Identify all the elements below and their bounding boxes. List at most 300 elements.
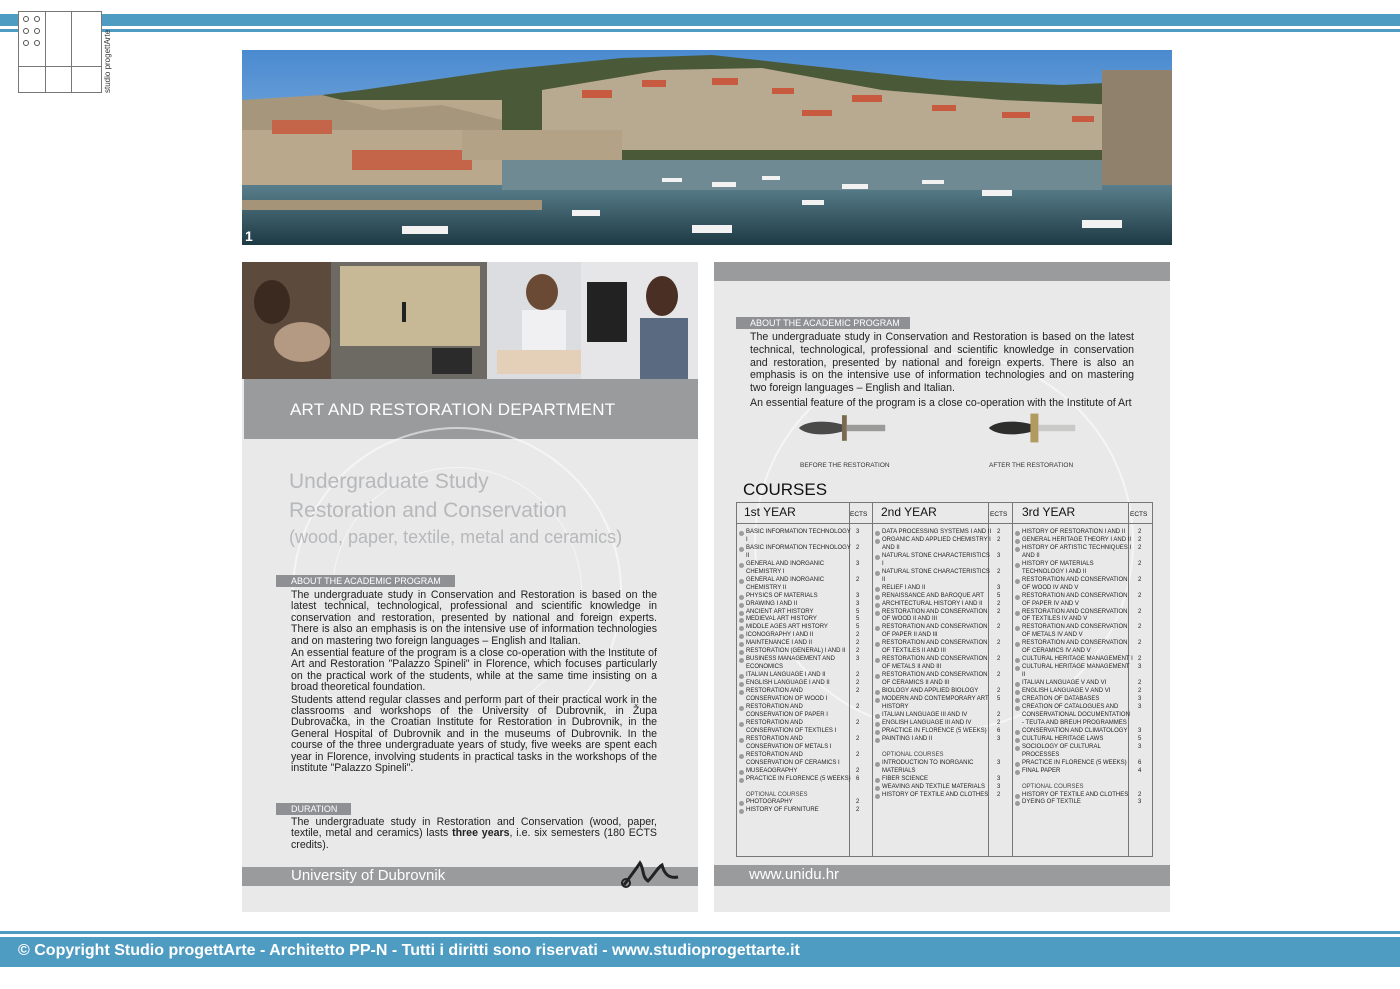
course-name: SOCIOLOGY OF CULTURAL PROCESSES [1022,743,1101,758]
course-name: CREATION OF DATABASES [1022,696,1100,703]
bullet-icon [875,730,880,735]
course-name: RESTORATION AND CONSERVATION OF METALS II AND III [882,656,988,671]
course-name: BUSINESS MANAGEMENT AND ECONOMICS [746,656,835,671]
course-ects: 5 [997,696,1001,703]
course-ects: 2 [997,600,1001,607]
knife-after-image [976,412,1088,444]
bullet-icon [875,690,880,695]
course-name: MUSEAOGRAPHY [746,767,798,774]
year2-title: 2nd YEAR [881,505,937,519]
optional-course-row [1015,792,1149,800]
course-name: RESTORATION AND CONSERVATION OF CERAMICS I [746,751,840,766]
bullet-icon [875,762,880,767]
bullet-icon [1015,801,1020,806]
bullet-icon [1015,595,1020,600]
bullet-icon [1015,730,1020,735]
course-name: RESTORATION AND CONSERVATION OF TEXTILES IV AND V [1022,608,1128,623]
dubrovnik-panorama-image [242,50,1172,245]
course-ects: 3 [856,592,860,599]
year3-course-list [1015,529,1149,807]
course-name: RESTORATION (GENERAL) I AND II [746,648,846,655]
course-name: ENGLISH LANGUAGE III AND IV [882,719,972,726]
course-name: PRACTICE IN FLORENCE (5 WEEKS) [882,727,987,734]
course-ects: 3 [1138,727,1142,734]
course-name: PAINTING I AND II [882,735,933,742]
optional-courses-label: OPTIONAL COURSES [746,791,808,798]
course-ects: 2 [1138,544,1142,551]
right-top-band [714,262,1170,281]
course-name: INTRODUCTION TO INORGANIC MATERIALS [882,759,974,774]
course-row [739,648,869,656]
course-ects: 2 [856,807,860,814]
course-row [875,585,1009,593]
course-row [875,720,1009,728]
course-ects: 2 [1138,536,1142,543]
course-row [1015,688,1149,696]
course-ects: 2 [856,719,860,726]
right-about-paragraph-2: An essential feature of the program is a close co-operation with the Institute of Art [750,396,1132,409]
course-name: ICONOGRAPHY I AND II [746,632,814,639]
year2-column [873,503,1013,856]
bullet-icon [875,539,880,544]
course-row [875,736,1009,744]
bullet-icon [1015,794,1020,799]
bullet-icon [1015,682,1020,687]
bullet-icon [875,714,880,719]
duration-text [291,817,657,851]
course-name: NATURAL STONE CHARACTERISTICS I [882,552,990,567]
bullet-icon [875,611,880,616]
course-row [1015,537,1149,545]
top-stripe [0,14,1400,26]
course-name: RESTORATION AND CONSERVATION OF METALS I [746,735,832,750]
bullet-icon [1015,563,1020,568]
course-row [739,601,869,609]
course-ects: 2 [997,672,1001,679]
course-ects: 2 [1138,656,1142,663]
course-ects: 2 [856,672,860,679]
bullet-icon [739,770,744,775]
right-about-paragraph-1: The undergraduate study in Conservation and Restoration is based on the latest technical, technological, professional and scientific knowledge in conservation and restoration, presented by national and foreign experts. There is also an emphasis is on the intensive use of information technologies and on mastering two foreign languages – English and Italian. [750,331,1134,395]
about-text [291,590,657,776]
course-ects: 2 [997,711,1001,718]
year1-title: 1st YEAR [744,505,796,519]
knife-before-image [786,412,898,444]
course-name: ORGANIC AND APPLIED CHEMISTRY I AND II [882,536,991,551]
course-row [1015,593,1149,609]
bullet-icon [1015,642,1020,647]
study-title-line2: Restoration and Conservation [289,499,567,522]
course-name: FINAL PAPER [1022,767,1061,774]
course-ects: 2 [1138,640,1142,647]
bullet-icon [739,722,744,727]
course-ects: 2 [1138,688,1142,695]
course-name: DRAWING I AND II [746,600,798,607]
bullet-icon [1015,762,1020,767]
bullet-icon [739,579,744,584]
bullet-icon [1015,658,1020,663]
course-ects: 5 [997,592,1001,599]
bullet-icon [1015,579,1020,584]
course-name: HISTORY OF MATERIALS TECHNOLOGY I AND II [1022,560,1094,575]
course-row [1015,529,1149,537]
course-name: RENAISSANCE AND BAROQUE ART [882,592,984,599]
course-name: CONSERVATION AND CLIMATOLOGY [1022,727,1128,734]
bullet-icon [739,626,744,631]
course-row [875,728,1009,736]
course-row [1015,624,1149,640]
top-stripe-thin [0,29,1400,32]
course-ects: 2 [997,688,1001,695]
bullet-icon [875,642,880,647]
course-ects: 2 [856,648,860,655]
bullet-icon [1015,746,1020,751]
restoration-photos-strip [242,262,698,379]
optional-course-row [875,784,1009,792]
course-ects: 2 [1138,576,1142,583]
course-ects: 3 [1138,696,1142,703]
bullet-icon [739,801,744,806]
study-title-line3: (wood, paper, textile, metal and ceramics) [289,527,623,547]
course-name: BASIC INFORMATION TECHNOLOGY I [746,529,851,543]
course-row [1015,704,1149,728]
course-row [739,672,869,680]
course-ects: 3 [997,584,1001,591]
course-row [1015,561,1149,577]
bullet-icon [739,611,744,616]
course-row [739,529,869,545]
bullet-icon [1015,666,1020,671]
about-paragraph-1: The undergraduate study in Conservation and Restoration is based on the latest technical, technological, professional and scientific knowledge in conservation and restoration, presented by national and foreign experts. There is also an emphasis is on the intensive use of information technologies and on mastering two foreign languages – English and Italian. [291,589,657,647]
course-ects: 3 [997,783,1001,790]
course-ects: 2 [1138,791,1142,798]
course-row [1015,609,1149,625]
optional-course-row [875,776,1009,784]
optional-courses-label: OPTIONAL COURSES [882,751,944,758]
course-name: HISTORY OF TEXTILE AND CLOTHES [882,791,989,798]
course-row [1015,744,1149,760]
bullet-icon [1015,531,1020,536]
course-ects: 2 [997,656,1001,663]
course-row [739,561,869,577]
bullet-icon [875,555,880,560]
course-row [1015,545,1149,561]
bullet-icon [1015,770,1020,775]
about-section-label: ABOUT THE ACADEMIC PROGRAM [276,575,455,587]
course-ects: 3 [997,735,1001,742]
course-ects: 3 [856,529,860,535]
course-ects: 2 [1138,680,1142,687]
course-ects: 5 [856,616,860,623]
course-name: MIDDLE AGES ART HISTORY [746,624,828,631]
optional-courses-label: OPTIONAL COURSES [1022,783,1084,790]
course-name: BASIC INFORMATION TECHNOLOGY II [746,544,851,559]
course-ects: 3 [856,600,860,607]
course-row [875,688,1009,696]
course-row [739,776,869,784]
bullet-icon [875,794,880,799]
course-ects: 3 [1138,664,1142,671]
bullet-icon [875,786,880,791]
course-ects: 3 [997,759,1001,766]
course-row [739,736,869,752]
course-name: ARCHITECTURAL HISTORY I AND II [882,600,983,607]
bullet-icon [875,674,880,679]
bullet-icon [739,595,744,600]
course-row [739,720,869,736]
course-name: PRACTICE IN FLORENCE (5 WEEKS) [1022,759,1127,766]
course-name: RESTORATION AND CONSERVATION OF WOOD IV AND V [1022,576,1128,591]
course-ects: 2 [997,529,1001,535]
course-row [875,553,1009,569]
optional-course-row [875,760,1009,776]
course-name: ENGLISH LANGUAGE V AND VI [1022,688,1111,695]
bullet-icon [739,706,744,711]
course-ects: 5 [856,624,860,631]
course-name: DATA PROCESSING SYSTEMS I AND II [882,529,992,535]
course-ects: 6 [997,727,1001,734]
bullet-icon [1015,698,1020,703]
course-ects: 3 [856,656,860,663]
panorama-illustration [242,50,1172,245]
right-brochure-page [714,262,1170,912]
footer-stripe-thin [0,931,1400,934]
course-ects: 5 [856,608,860,615]
course-ects: 2 [1138,608,1142,615]
course-row [1015,577,1149,593]
course-ects: 2 [856,632,860,639]
course-row [875,529,1009,537]
course-name: MAINTENANCE I AND II [746,640,813,647]
course-row [875,712,1009,720]
course-name: ITALIAN LANGUAGE III AND IV [882,711,968,718]
year1-course-list [739,529,869,815]
course-row [739,640,869,648]
course-row [1015,656,1149,664]
before-caption: BEFORE THE RESTORATION [800,462,890,469]
bullet-icon [1015,539,1020,544]
course-row [739,680,869,688]
bullet-icon [875,595,880,600]
course-ects: 2 [856,680,860,687]
right-about-label: ABOUT THE ACADEMIC PROGRAM [736,317,910,329]
course-ects: 2 [856,767,860,774]
course-row [1015,728,1149,736]
course-row [739,577,869,593]
course-row [875,624,1009,640]
course-name: FIBER SCIENCE [882,775,929,782]
year2-course-list [875,529,1009,799]
bullet-icon [739,563,744,568]
course-row [739,632,869,640]
course-row [1015,680,1149,688]
course-ects: 4 [1138,767,1142,774]
course-name: GENERAL AND INORGANIC CHEMISTRY I [746,560,825,575]
optional-course-row [875,792,1009,800]
course-row [1015,768,1149,776]
course-name: CULTURAL HERITAGE MANAGEMENT I [1022,656,1133,663]
course-name: ENGLISH LANGUAGE I AND II [746,680,830,687]
course-row [875,672,1009,688]
course-ects: 2 [997,568,1001,575]
about-paragraph-2: An essential feature of the program is a close co-operation with the Institute of Art and Restoration "Palazzo Spineli" in Florence, which focuses particularly on the practical work of the students, while at the same time insisting on a broad theoretical foundation. [291,647,657,694]
bullet-icon [875,698,880,703]
course-name: PHYSICS OF MATERIALS [746,592,818,599]
course-ects: 2 [1138,592,1142,599]
bullet-icon [875,626,880,631]
course-name: RESTORATION AND CONSERVATION OF TEXTILES I [746,719,837,734]
course-row [739,616,869,624]
year3-title: 3rd YEAR [1022,505,1076,519]
bullet-icon [739,738,744,743]
course-name: RESTORATION AND CONSERVATION OF CERAMICS IV AND V [1022,640,1128,655]
bullet-icon [875,531,880,536]
duration-text-a: The undergraduate study in Restoration and Conservation (wood, paper, textile, metal and ceramics) lasts [291,816,657,840]
course-row [875,609,1009,625]
course-name: CULTURAL HERITAGE MANAGEMENT II [1022,664,1130,679]
course-name: HISTORY OF RESTORATION I AND II [1022,529,1126,535]
logo-text: studio progettArte [103,29,112,93]
university-name: University of Dubrovnik [291,867,446,884]
course-row [739,752,869,768]
course-name: PRACTICE IN FLORENCE (5 WEEKS) [746,775,851,782]
course-ects: 3 [1138,743,1142,750]
duration-text-b: , i.e. six semesters (180 ECTS credits). [291,827,658,851]
course-name: BIOLOGY AND APPLIED BIOLOGY [882,688,979,695]
copyright-text: © Copyright Studio progettArte - Architetto PP-N - Tutti i diritti sono riservati - www.studioprogettarte.it [18,942,800,959]
bullet-icon [739,809,744,814]
bullet-icon [1015,611,1020,616]
course-ects: 2 [856,751,860,758]
course-ects: 2 [997,624,1001,631]
course-name: RESTORATION AND CONSERVATION OF PAPER I [746,703,828,718]
course-name: MEDIEVAL ART HISTORY [746,616,817,623]
course-name: WEAVING AND TEXTILE MATERIALS [882,783,986,790]
course-ects: 2 [997,719,1001,726]
course-row [875,593,1009,601]
year1-column [737,503,873,856]
after-caption: AFTER THE RESTORATION [989,462,1074,469]
website-url[interactable]: www.unidu.hr [749,866,840,883]
courses-table [736,502,1153,857]
course-row [739,688,869,704]
bullet-icon [739,531,744,536]
about-paragraph-3: Students attend regular classes and perform part of their practical work in the classrooms and workshops of the University of Dubrovnik, in Župa Dubrovačka, in the Croatian Institute for Restoration in Dubrovnik, in the General Hospital of Dubrovnik and in the museums of Dubrovnik. In the course of the three undergraduate years of study, five weeks are spent each year in Florence, involving students in practical tasks in the workshops of the institute "Palazzo Spineli". [291,693,657,775]
course-ects: 2 [856,688,860,695]
bullet-icon [739,674,744,679]
course-name: MODERN AND CONTEMPORARY ART HISTORY [882,696,989,710]
bullet-icon [739,642,744,647]
course-name: RESTORATION AND CONSERVATION OF PAPER IV AND V [1022,592,1128,607]
course-name: CULTURAL HERITAGE LAWS [1022,735,1104,742]
course-name: RESTORATION AND CONSERVATION OF WOOD II AND III [882,608,988,623]
bullet-icon [739,690,744,695]
right-about-text [750,331,1134,410]
panorama-number: 1 [245,228,253,244]
course-name: PHOTOGRAPHY [746,799,793,806]
course-ects: 3 [1138,799,1142,806]
duration-section-label: DURATION [276,803,351,815]
course-name: ITALIAN LANGUAGE V AND VI [1022,680,1107,687]
optional-course-row [739,807,869,815]
department-title: ART AND RESTORATION DEPARTMENT [290,400,616,419]
course-ects: 5 [1138,735,1142,742]
bullet-icon [739,634,744,639]
course-name: RESTORATION AND CONSERVATION OF METALS IV AND V [1022,624,1128,639]
course-name: RELIEF I AND II [882,584,926,591]
course-ects: 6 [1138,759,1142,766]
year3-column [1013,503,1152,856]
course-name: RESTORATION AND CONSERVATION OF CERAMICS II AND III [882,672,988,687]
course-name: CREATION OF CATALOGUES AND CONSERVATIONAL DOCUMENTATION - TEUTA AND BREUH PROGRAMMES [1022,703,1130,726]
year2-ects-header: ECTS [990,511,1008,518]
course-row [875,601,1009,609]
course-name: DYEING OF TEXTILE [1022,799,1081,806]
bullet-icon [1015,690,1020,695]
course-name: RESTORATION AND CONSERVATION OF WOOD I [746,688,828,703]
optional-course-row [739,799,869,807]
bullet-icon [739,682,744,687]
course-ects: 2 [856,735,860,742]
bullet-icon [739,618,744,623]
bullet-icon [1015,626,1020,631]
university-logo-icon [618,857,684,891]
course-row [875,640,1009,656]
studio-logo [18,11,102,93]
course-name: GENERAL AND INORGANIC CHEMISTRY II [746,576,825,591]
course-name: NATURAL STONE CHARACTERISTICS II [882,568,990,583]
course-row [739,593,869,601]
course-ects: 2 [997,536,1001,543]
course-ects: 2 [1138,529,1142,535]
course-row [875,537,1009,553]
course-ects: 3 [1138,703,1142,710]
course-ects: 6 [856,775,860,782]
year3-ects-header: ECTS [1130,511,1148,518]
bullet-icon [875,738,880,743]
course-ects: 2 [1138,560,1142,567]
course-name: HISTORY OF FURNITURE [746,807,819,814]
bullet-icon [739,658,744,663]
course-ects: 2 [856,703,860,710]
course-ects: 2 [997,791,1001,798]
course-ects: 3 [997,552,1001,559]
bullet-icon [1015,738,1020,743]
bullet-icon [739,754,744,759]
course-name: HISTORY OF ARTISTIC TECHNIQUES I AND II [1022,544,1132,559]
bullet-icon [739,547,744,552]
bullet-icon [875,722,880,727]
course-row [1015,664,1149,680]
course-ects: 2 [997,640,1001,647]
restoration-photos [242,262,698,379]
bullet-icon [875,571,880,576]
course-row [739,624,869,632]
course-row [875,569,1009,585]
course-ects: 2 [856,799,860,806]
course-name: GENERAL HERITAGE THEORY I AND II [1022,536,1132,543]
course-name: HISTORY OF TEXTILE AND CLOTHES [1022,791,1129,798]
bullet-icon [875,587,880,592]
course-ects: 2 [856,544,860,551]
course-row [739,545,869,561]
bullet-icon [739,650,744,655]
year1-ects-header: ECTS [850,511,868,518]
bullet-icon [1015,547,1020,552]
course-row [875,656,1009,672]
bullet-icon [739,603,744,608]
course-row [1015,696,1149,704]
